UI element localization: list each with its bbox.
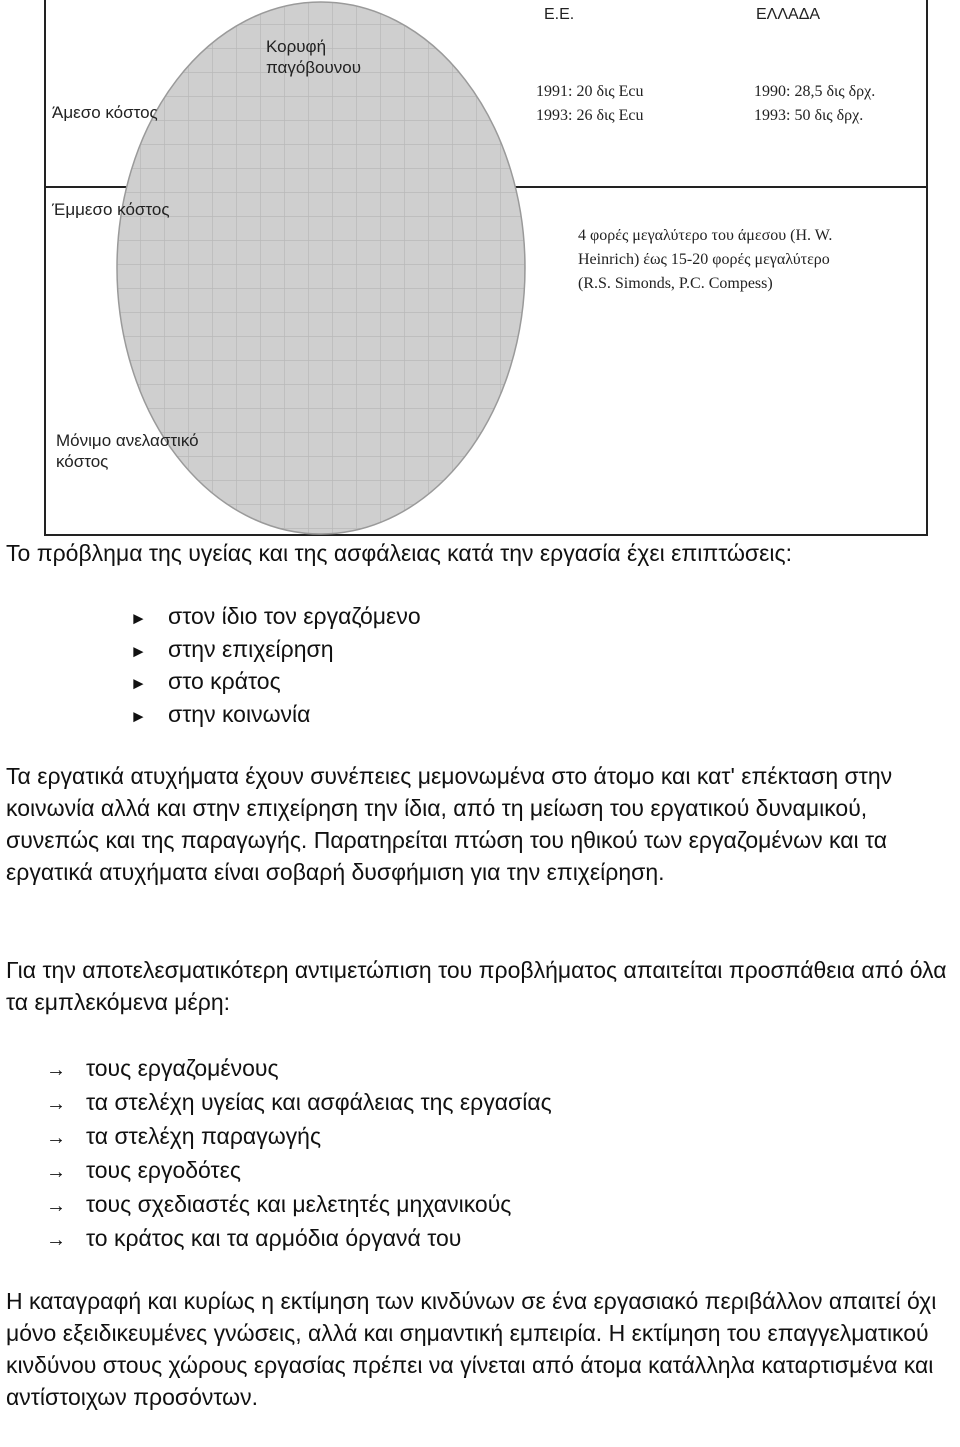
arrow-bullet-icon: → [46,1093,66,1115]
label-indirect-cost: Έμμεσο κόστος [52,200,170,219]
list-item: → τους εργαζομένους [0,1051,700,1085]
column-header-eu: Ε.Ε. [544,6,575,23]
arrow-bullet-icon: → [46,1127,66,1149]
arrow-bullet-icon: → [46,1229,66,1251]
greece-cost-values: 1990: 28,5 δις δρχ. 1993: 50 δις δρχ. [754,83,876,124]
triangle-bullet-icon: ► [130,641,147,661]
list-item: → τους εργοδότες [0,1153,700,1187]
arrow-bullet-icon: → [46,1059,66,1081]
list-item: ► στο κράτος [0,665,600,698]
intro-sentence: Το πρόβλημα της υγείας και της ασφάλειας κατά την εργασία έχει επιπτώσεις: [6,540,792,566]
list-item: ► στην επιχείρηση [0,633,600,666]
figure-border-right [926,0,928,536]
list-item: → τους σχεδιαστές και μελετητές μηχανικούς [0,1187,700,1221]
eu-cost-values: 1991: 20 δις Ecu 1993: 26 δις Ecu [536,83,644,124]
figure-border-left [44,0,46,536]
impacts-list [0,600,600,730]
list-item: → τα στελέχη παραγωγής [0,1119,700,1153]
list-item: ► στον ίδιο τον εργαζόμενο [0,600,600,633]
label-direct-cost: Άμεσο κόστος [52,103,158,122]
effort-paragraph: Για την αποτελεσματικότερη αντιμετώπιση του προβλήματος απαιτείται προσπάθεια από όλα τα εμπλεκόμενα μέρη: [6,957,947,1015]
label-iceberg-tip: Κορυφή παγόβουνου [266,37,362,77]
list-item: → το κράτος και τα αρμόδια όργανά του [0,1221,700,1255]
list-item: → τα στελέχη υγείας και ασφάλειας της εργασίας [0,1085,700,1119]
iceberg-cost-figure [44,0,928,536]
list-item: ► στην κοινωνία [0,698,600,731]
parties-list [0,1051,700,1255]
triangle-bullet-icon: ► [130,706,147,726]
triangle-bullet-icon: ► [130,674,147,693]
arrow-bullet-icon: → [46,1161,66,1183]
indirect-cost-note: 4 φορές μεγαλύτερο του άμεσου (H. W. Heinrich) έως 15-20 φορές μεγαλύτερο (R.S. Simonds, P.C. Compess) [578,227,833,292]
risk-assessment-paragraph: Η καταγραφή και κυρίως η εκτίμηση των κινδύνων σε ένα εργασιακό περιβάλλον απαιτεί όχι μόνο εξειδικευμένες γνώσεις, αλλά και σημαντική εμπειρία. Η εκτίμηση του επαγγελματικού κινδύνου στους χώρους εργασίας πρέπει να γίνεται από άτομα κατάλληλα καταρτισμένα και αντίστοιχων προσόντων. [6,1288,937,1410]
triangle-bullet-icon: ► [130,609,147,628]
accidents-paragraph: Τα εργατικά ατυχήματα έχουν συνέπειες μεμονωμένα στο άτομο και κατ' επέκταση στην κοινωνία αλλά και στην επιχείρηση την ίδια, από τη μείωση του εργατικού δυναμικού, συνεπώς και της παραγωγής. Παρατηρείται πτώση του ηθικού των εργαζομένων και τα εργατικά ατυχήματα είναι σοβαρή δυσφήμιση για την επιχείρηση. [6,763,893,885]
arrow-bullet-icon: → [46,1195,66,1217]
label-permanent-cost: Μόνιμο ανελαστικό κόστος [56,431,199,471]
column-header-greece: ΕΛΛΑΔΑ [756,6,821,23]
